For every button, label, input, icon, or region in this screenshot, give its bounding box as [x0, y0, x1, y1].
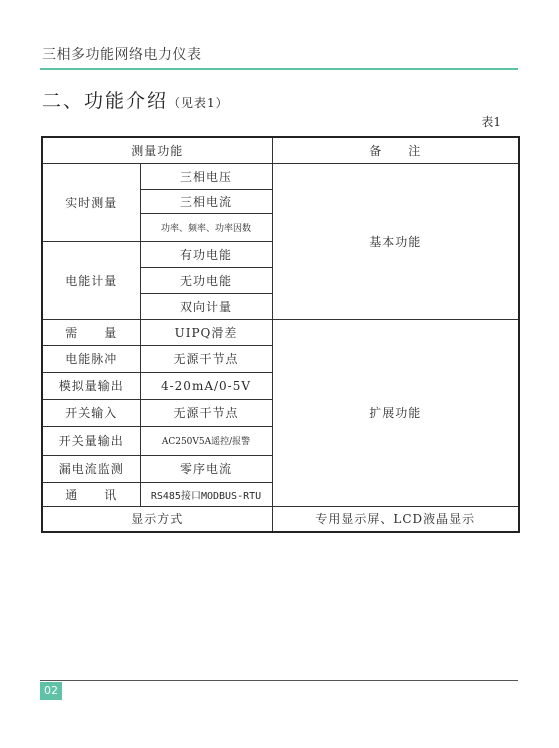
group-name: 电能计量 — [42, 241, 140, 319]
extended-value: 零序电流 — [140, 455, 272, 482]
remark-extended: 扩展功能 — [272, 319, 519, 506]
table-label: 表1 — [481, 115, 501, 129]
table-row — [42, 163, 519, 189]
extended-value: RS485接口MODBUS-RTU — [140, 482, 272, 506]
extended-name: 通 讯 — [42, 482, 140, 506]
footer-divider — [40, 680, 518, 681]
group-item: 双向计量 — [140, 293, 272, 319]
section-title — [42, 86, 229, 113]
group-item: 三相电流 — [140, 189, 272, 213]
extended-value: 无源干节点 — [140, 345, 272, 372]
extended-value: UIPQ滑差 — [140, 319, 272, 345]
extended-name: 电能脉冲 — [42, 345, 140, 372]
group-name: 实时测量 — [42, 163, 140, 241]
header-remark: 备 注 — [272, 137, 519, 163]
extended-value: 无源干节点 — [140, 399, 272, 426]
header-measurement: 测量功能 — [42, 137, 272, 163]
page-number-badge: 02 — [40, 682, 62, 700]
extended-name: 需 量 — [42, 319, 140, 345]
section-title-note: （见表1） — [168, 96, 229, 110]
header-divider — [40, 68, 518, 70]
display-label: 显示方式 — [42, 506, 272, 532]
group-item: 有功电能 — [140, 241, 272, 267]
extended-name: 开关输入 — [42, 399, 140, 426]
group-item: 功率、频率、功率因数 — [140, 213, 272, 241]
extended-name: 开关量输出 — [42, 426, 140, 455]
table-header-row — [42, 137, 519, 163]
display-value: 专用显示屏、LCD液晶显示 — [272, 506, 519, 532]
extended-value: AC250V5A遥控/报警 — [140, 426, 272, 455]
remark-basic: 基本功能 — [272, 163, 519, 319]
extended-name: 漏电流监测 — [42, 455, 140, 482]
table-row — [42, 319, 519, 345]
table-row — [42, 506, 519, 532]
document-header-title: 三相多功能网络电力仪表 — [42, 47, 202, 63]
group-item: 三相电压 — [140, 163, 272, 189]
extended-name: 模拟量输出 — [42, 372, 140, 399]
extended-value: 4-20mA/0-5V — [140, 372, 272, 399]
function-table — [41, 136, 520, 533]
section-title-text: 二、功能介绍 — [42, 90, 169, 112]
group-item: 无功电能 — [140, 267, 272, 293]
